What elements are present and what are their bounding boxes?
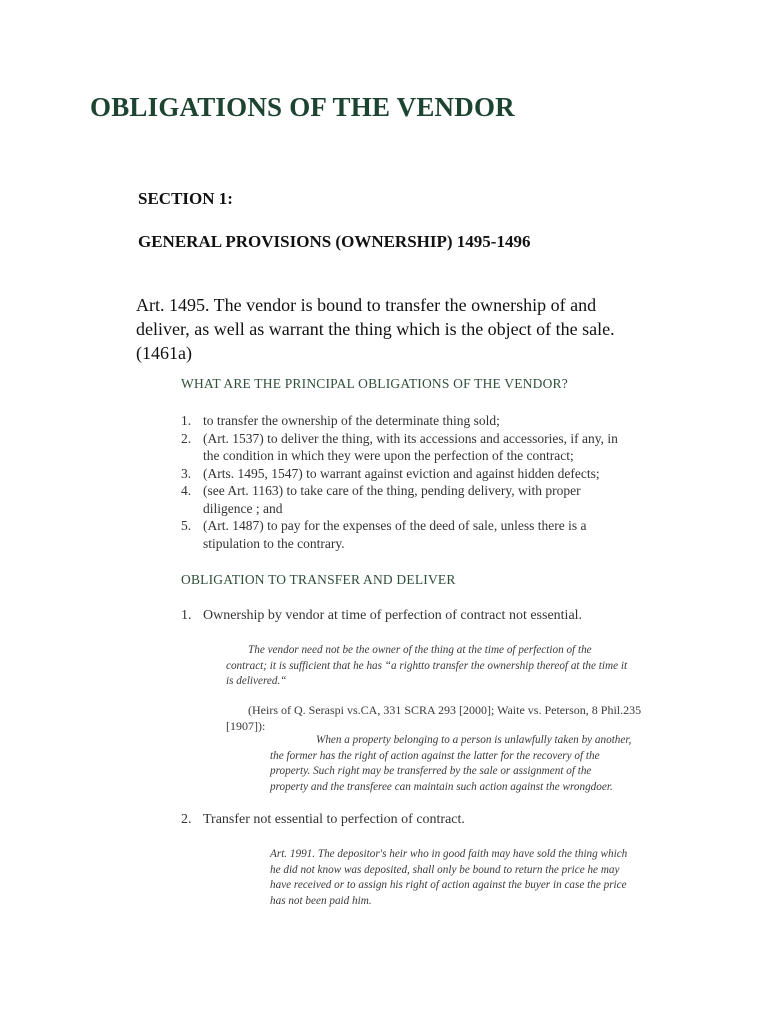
- list-item-text: (Art. 1487) to pay for the expenses of the deed of sale, unless there is a: [203, 518, 587, 533]
- list-item-number: 4.: [181, 483, 192, 498]
- ruling-quote-block: [270, 733, 631, 795]
- article-line: Art. 1495. The vendor is bound to transfer the ownership of and: [136, 295, 597, 315]
- list-item-number: 2.: [181, 430, 192, 446]
- list-item-text: to transfer the ownership of the determinate thing sold;: [203, 413, 500, 428]
- quote-line: contract; it is sufficient that he has “a rightto transfer the ownership thereof at the time it: [226, 659, 628, 672]
- list-item-number: 1.: [181, 413, 192, 428]
- quote-line: the former has the right of action against the latter for the recovery of the: [270, 749, 600, 762]
- quote-line: The vendor need not be the owner of the thing at the time of perfection of the: [248, 644, 592, 656]
- principal-obligations-heading: WHAT ARE THE PRINCIPAL OBLIGATIONS OF THE VENDOR?: [181, 376, 568, 391]
- citation-line: [1907]):: [226, 718, 266, 733]
- quote-line: he did not know was deposited, shall only be bound to return the price he may: [270, 863, 620, 876]
- article-line: deliver, as well as warrant the thing which is the object of the sale.: [136, 319, 615, 339]
- point-2: [181, 812, 465, 828]
- point-text: Transfer not essential to perfection of contract.: [203, 812, 465, 827]
- quote-line: Art. 1991. The depositor's heir who in good faith may have sold the thing which: [270, 848, 628, 860]
- section-subtitle: GENERAL PROVISIONS (OWNERSHIP) 1495-1496: [138, 232, 531, 251]
- list-item-text: (Arts. 1495, 1547) to warrant against eviction and against hidden defects;: [203, 465, 600, 481]
- list-item-number: 5.: [181, 518, 192, 533]
- quote-block: [226, 643, 627, 690]
- list-item-text: the condition in which they were upon the perfection of the contract;: [203, 448, 574, 463]
- article-1991-quote: [270, 847, 627, 909]
- quote-line: When a property belonging to a person is unlawfully taken by another,: [316, 734, 632, 746]
- list-item-text: (Art. 1537) to deliver the thing, with its accessions and accessories, if any, in: [203, 430, 618, 446]
- list-item: [181, 482, 661, 517]
- transfer-deliver-heading: OBLIGATION TO TRANSFER AND DELIVER: [181, 572, 456, 587]
- list-item-text: stipulation to the contrary.: [203, 535, 345, 551]
- quote-line: property. Such right may be transferred by the sale or assignment of the: [270, 765, 592, 777]
- quote-line: have received or to assign his right of action against the buyer in case the price: [270, 879, 627, 891]
- list-item-number: 3.: [181, 465, 192, 481]
- page-title: OBLIGATIONS OF THE VENDOR: [90, 92, 515, 122]
- quote-line: has not been paid him.: [270, 894, 372, 907]
- list-item: [181, 517, 661, 552]
- quote-line: property and the transferee can maintain such action against the wrongdoer.: [270, 780, 613, 793]
- citation-line: (Heirs of Q. Seraspi vs.CA, 331 SCRA 293 [2000]; Waite vs. Peterson, 8 Phil.235: [248, 703, 642, 717]
- section-label: SECTION 1:: [138, 189, 233, 208]
- article-line: (1461a): [136, 343, 192, 363]
- point-number: 1.: [181, 608, 192, 623]
- quote-line: is delivered.“: [226, 675, 287, 687]
- point-text: Ownership by vendor at time of perfection of contract not essential.: [203, 608, 583, 623]
- list-item: [181, 465, 661, 483]
- article-1495: [136, 293, 656, 365]
- list-item: [181, 430, 661, 465]
- list-item-text: (see Art. 1163) to take care of the thing, pending delivery, with proper: [203, 483, 581, 498]
- point-1: [181, 608, 582, 624]
- list-item-text: diligence ; and: [203, 500, 283, 516]
- case-citation: [226, 703, 641, 734]
- list-item: [181, 412, 661, 430]
- point-number: 2.: [181, 812, 192, 827]
- principal-obligations-list: [181, 412, 661, 552]
